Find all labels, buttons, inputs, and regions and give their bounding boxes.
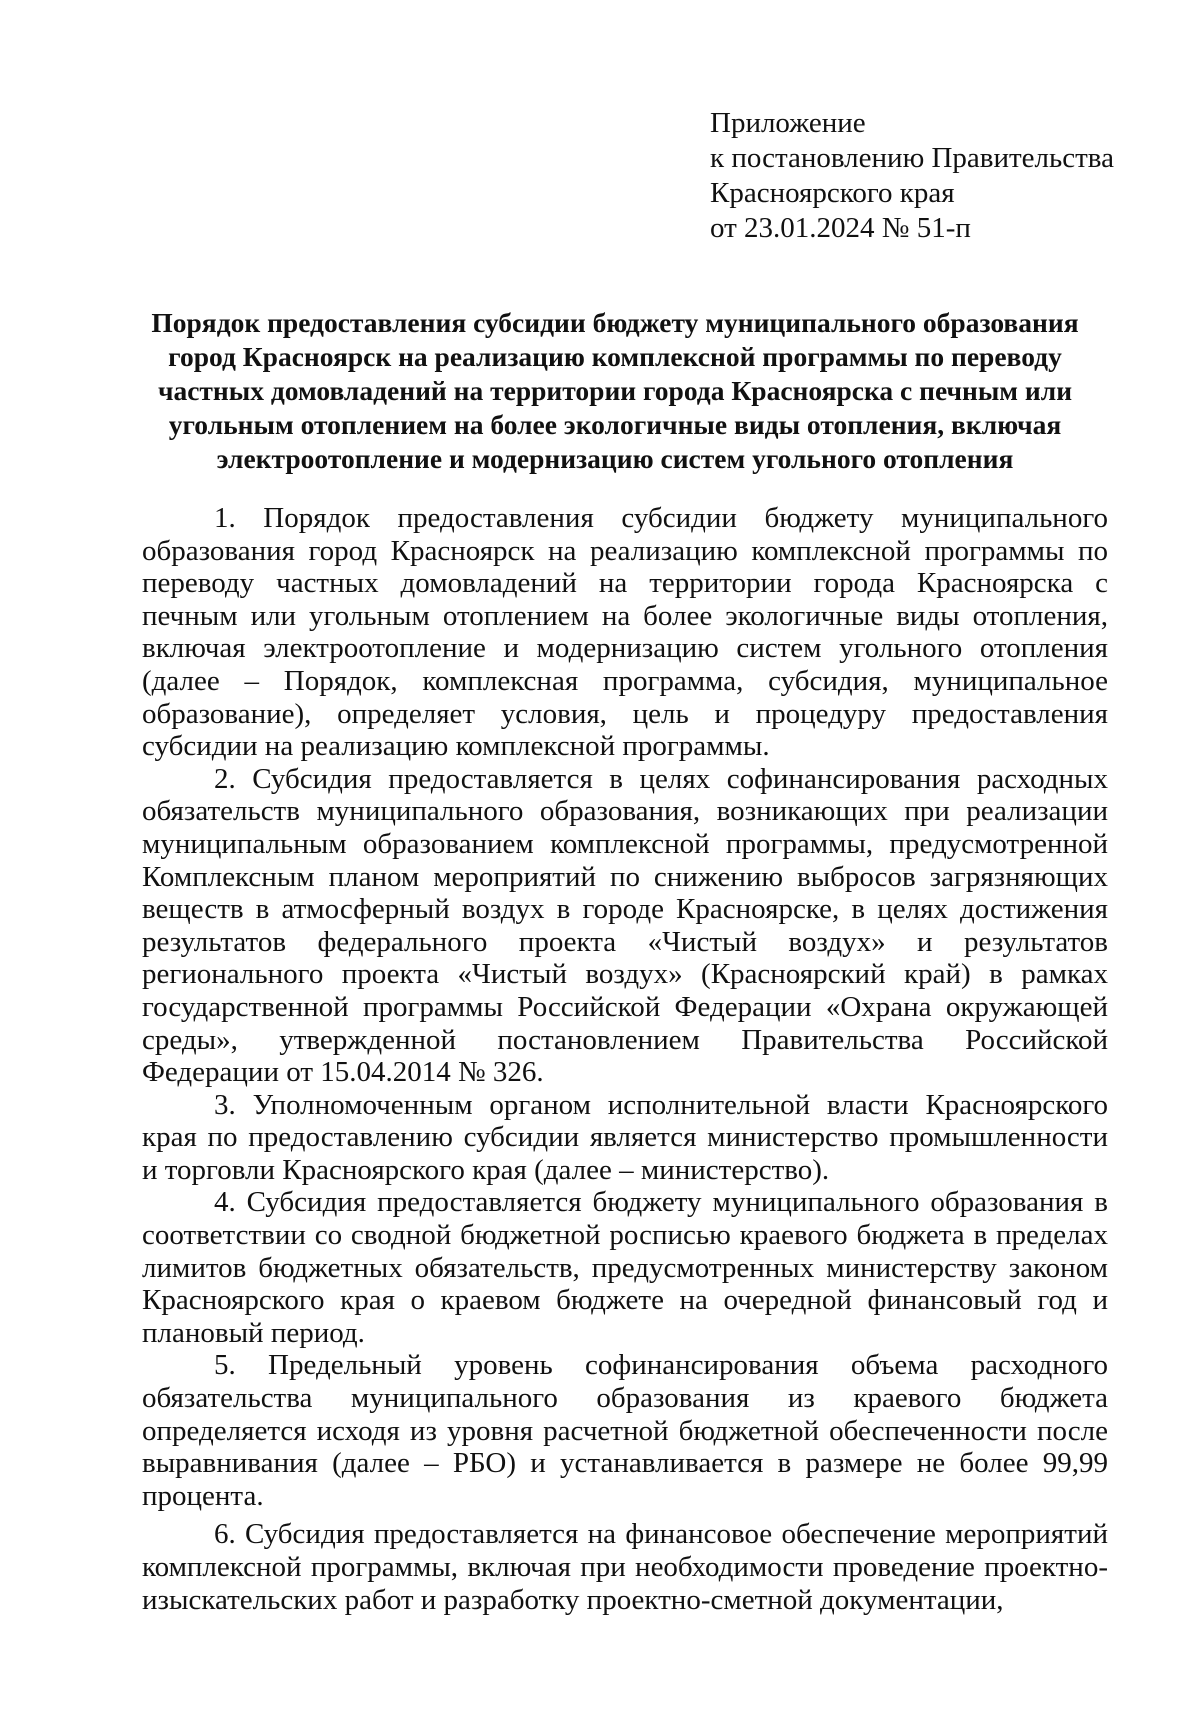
appendix-line-3: Красноярского края [710,177,955,209]
title-line-3: частных домовладений на территории города Красноярска с печным или [157,375,1073,406]
paragraph-3: 3. Уполномоченным органом исполнительной власти Красноярского края по предоставлению субсидии является министерство промышленности и торговли Красноярского края (далее – министерство). [142,1088,1108,1186]
document-body [142,502,1108,1616]
paragraph-2: 2. Субсидия предоставляется в целях софинансирования расходных обязательств муниципального образования, возникающих при реализации муниципальным образованием комплексной программы, предусмотренной Комплексным планом мероприятий по снижению выбросов загрязняющих веществ в атмосферный воздух в городе Красноярске, в целях достижения результатов федерального проекта «Чистый воздух» и результатов регионального проекта «Чистый воздух» (Красноярский край) в рамках государственной программы Российской Федерации «Охрана окружающей среды», утвержденной постановлением Правительства Российской Федерации от 15.04.2014 № 326. [142,762,1108,1089]
appendix-line-2: к постановлению Правительства [710,142,1114,174]
title-line-1: Порядок предоставления субсидии бюджету муниципального образования [151,307,1079,338]
title-line-2: город Красноярск на реализацию комплексной программы по переводу [168,341,1062,372]
title-line-5: электроотопление и модернизацию систем угольного отопления [216,443,1014,474]
paragraph-1: 1. Порядок предоставления субсидии бюджету муниципального образования город Красноярск на реализацию комплексной программы по переводу частных домовладений на территории города Красноярска с печным или угольным отоплением на более экологичные виды отопления, включая электроотопление и модернизацию систем угольного отопления (далее – Порядок, комплексная программа, субсидия, муниципальное образование), определяет условия, цель и процедуру предоставления субсидии на реализацию комплексной программы. [142,502,1108,763]
document-title [140,306,1090,476]
paragraph-6: 6. Субсидия предоставляется на финансовое обеспечение мероприятий комплексной программы, включая при необходимости проведение проектно-изыскательских работ и разработку проектно-сметной документации, [142,1518,1108,1616]
title-line-4: угольным отоплением на более экологичные виды отопления, включая [168,409,1062,440]
appendix-block [710,106,1114,246]
paragraph-4: 4. Субсидия предоставляется бюджету муниципального образования в соответствии со сводной бюджетной росписью краевого бюджета в пределах лимитов бюджетных обязательств, предусмотренных министерству законом Красноярского края о краевом бюджете на очередной финансовый год и плановый период. [142,1186,1108,1349]
appendix-line-4: от 23.01.2024 № 51-п [710,212,971,244]
appendix-line-1: Приложение [710,107,866,139]
paragraph-5: 5. Предельный уровень софинансирования объема расходного обязательства муниципального образования из краевого бюджета определяется исходя из уровня расчетной бюджетной обеспеченности после выравнивания (далее – РБО) и устанавливается в размере не более 99,99 процента. [142,1349,1108,1512]
